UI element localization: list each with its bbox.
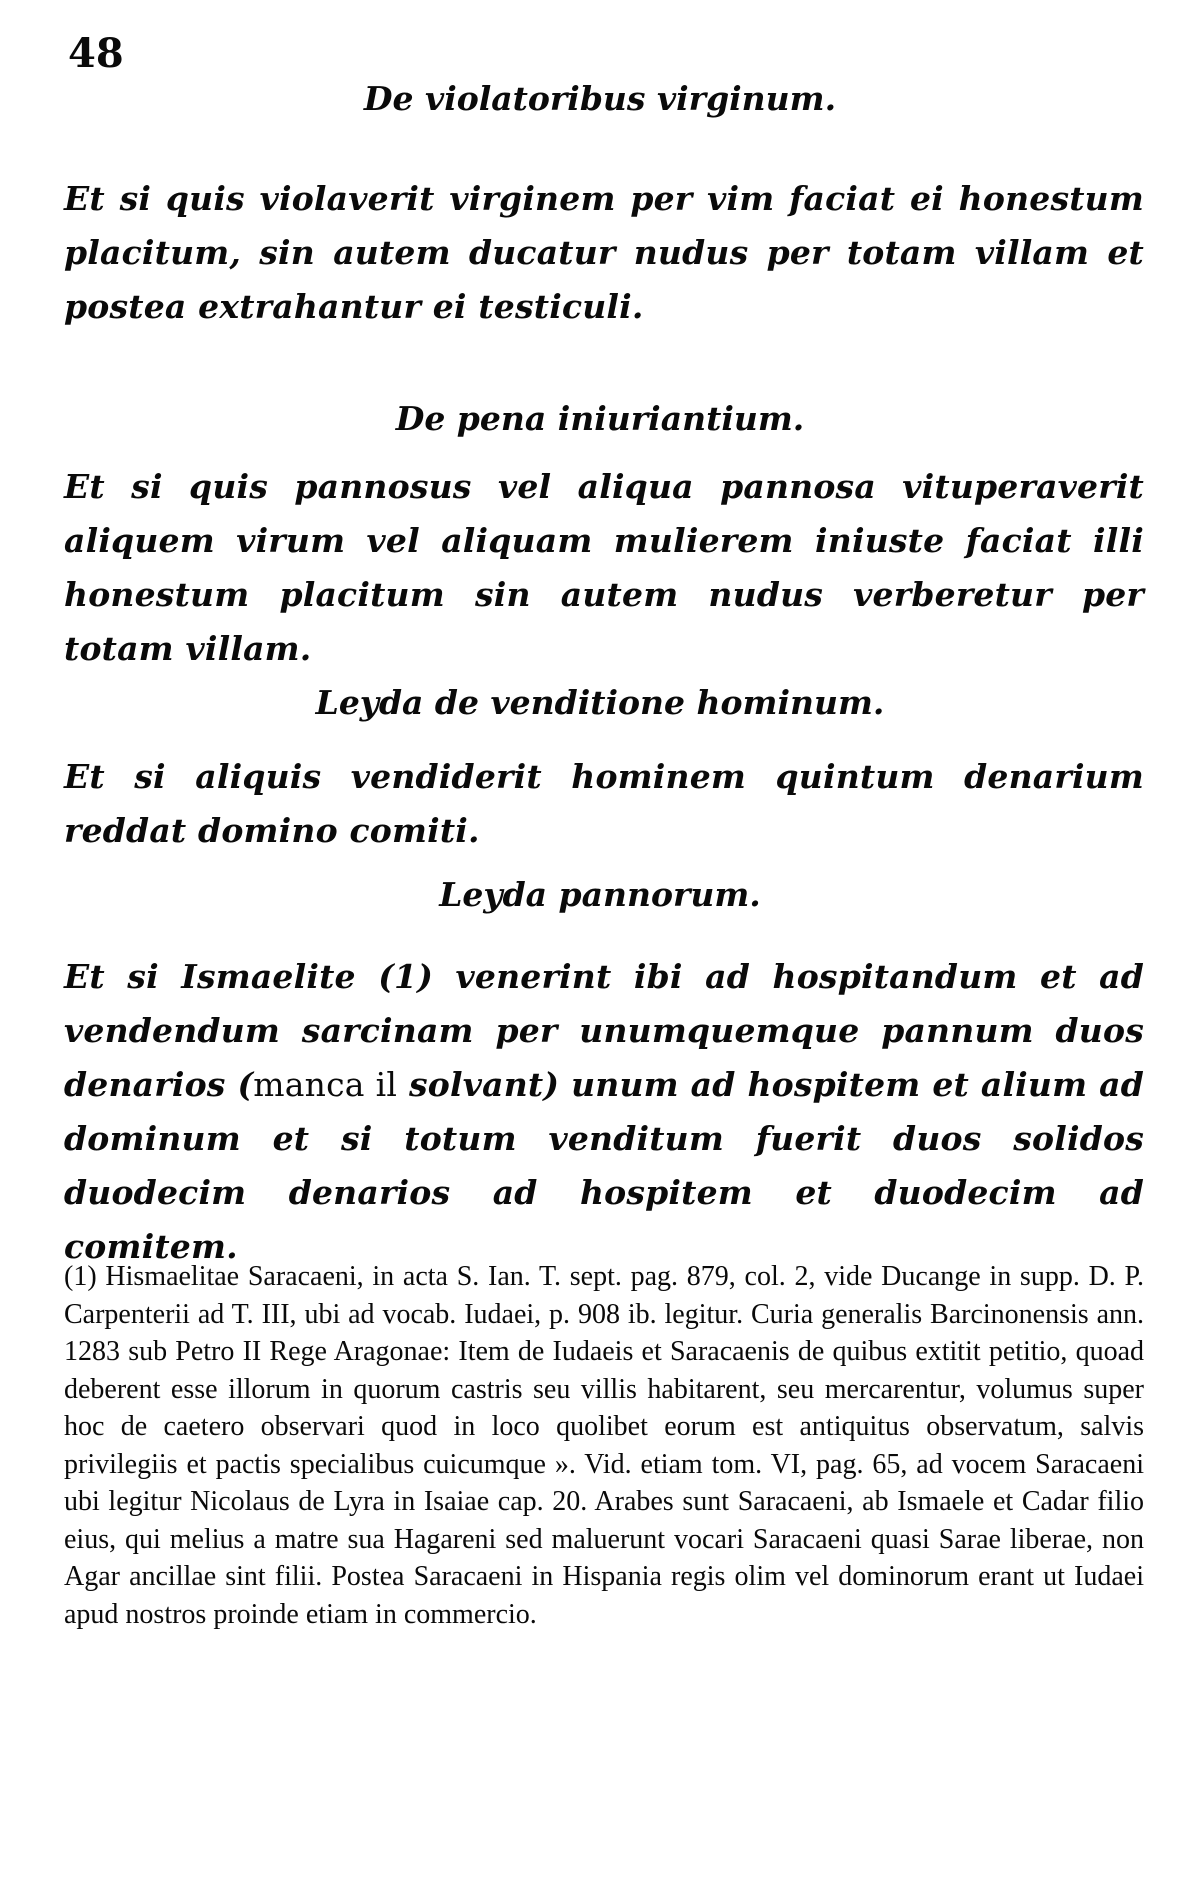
section-heading-pannorum: Leyda pannorum.	[439, 875, 761, 914]
pannorum-text-part2: solvant) unum ad hospitem et alium ad dominum et si totum venditum fuerit duos solidos duodecim denarios ad hospitem et duodecim ad comitem.	[64, 1065, 1145, 1266]
section-heading-venditione: Leyda de venditione hominum.	[315, 683, 885, 722]
section-text-pannorum	[64, 950, 1144, 1274]
pannorum-text-upright: manca il	[253, 1065, 398, 1104]
section-heading-pena: De pena iniuriantium.	[395, 399, 805, 438]
section-text-venditione: Et si aliquis vendiderit hominem quintum denarium reddat domino comiti.	[64, 757, 1144, 850]
pannorum-text-part1: Et si Ismaelite (1) venerint ibi ad hospitandum et ad vendendum sarcinam per unumquemque pannum duos denarios (	[64, 957, 1144, 1104]
section-heading-violatoribus: De violatoribus virginum.	[363, 79, 837, 118]
footnote: (1) Hismaelitae Saracaeni, in acta S. Ian. T. sept. pag. 879, col. 2, vide Ducange in supp. D. P. Carpenterii ad T. III, ubi ad vocab. Iudaei, p. 908 ib. legitur. Curia generalis Barcinonensis ann. 1283 sub Petro II Rege Aragonae: Item de Iudaeis et Saracaenis de quibus extitit petitio, quoad deberent esse illorum in quorum castris seu villis habitarent, seu mercarentur, volumus super hoc de caetero observari quod in loco quolibet eorum est antiquitus observatum, salvis privilegiis et pactis specialibus cuicumque ». Vid. etiam tom. VI, pag. 65, ad vocem Saracaeni ubi legitur Nicolaus de Lyra in Isaiae cap. 20. Arabes sunt Saracaeni, ab Ismaele et Cadar filio eius, qui melius a matre sua Hagareni sed maluerunt vocari Saracaeni quasi Sarae liberae, non Agar ancillae sint filii. Postea Saracaeni in Hispania regis olim vel dominorum erant ut Iudaei apud nostros proinde etiam in commercio.	[64, 1261, 1144, 1630]
section-text-pena: Et si quis pannosus vel aliqua pannosa vituperaverit aliquem virum vel aliquam mulierem iniuste faciat illi honestum placitum sin autem nudus verberetur per totam villam.	[64, 467, 1144, 668]
page-number: 48	[68, 30, 124, 77]
section-text-violatoribus: Et si quis violaverit virginem per vim faciat ei honestum placitum, sin autem ducatur nudus per totam villam et postea extrahantur ei testiculi.	[64, 179, 1144, 326]
